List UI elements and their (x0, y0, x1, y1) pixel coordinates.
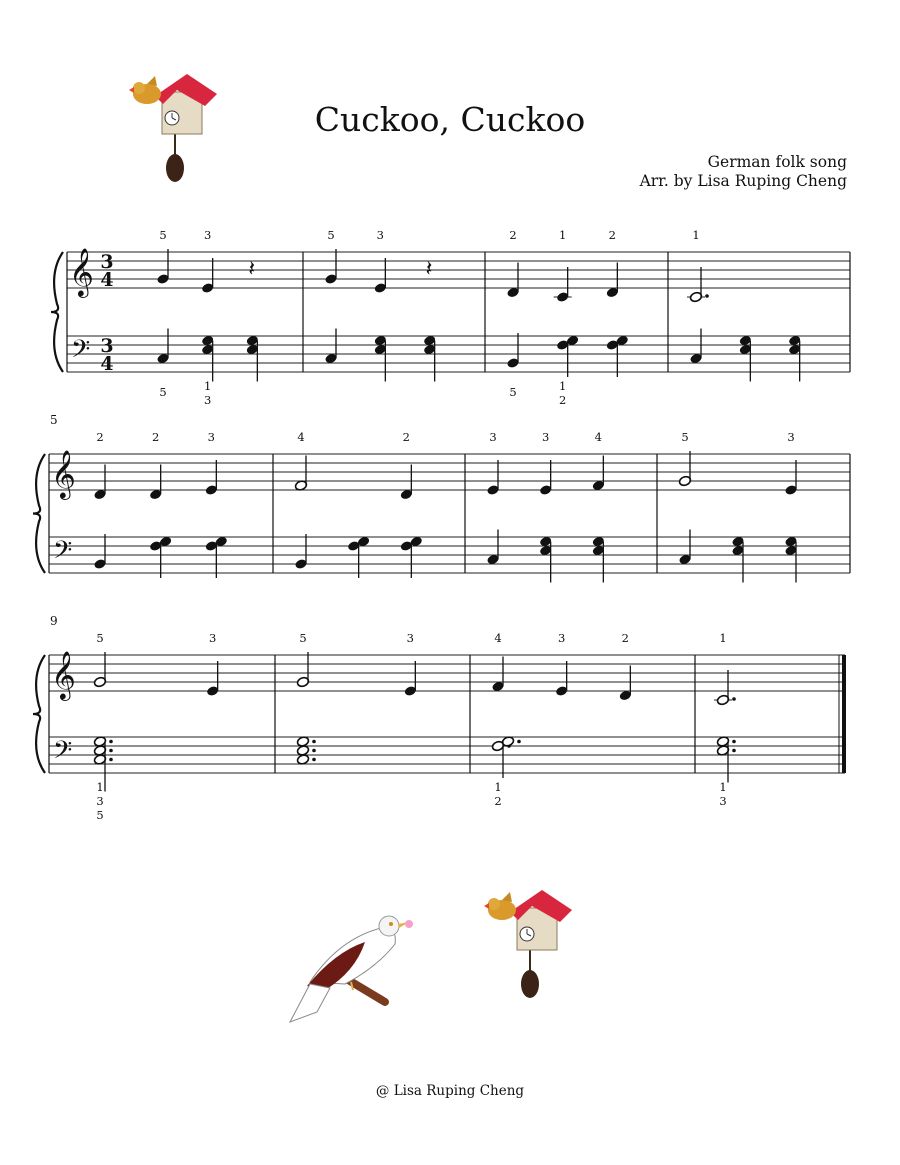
fingering-number: 1 (692, 228, 700, 242)
fingering-number: 5 (509, 385, 517, 399)
dot (517, 740, 521, 744)
fingering-number: 5 (96, 631, 104, 645)
fingering-number: 1 (204, 379, 212, 393)
fingering-number: 2 (621, 631, 629, 645)
treble-clef: 𝄞 (69, 247, 94, 296)
dot (705, 294, 709, 298)
quarter-rest: 𝄽 (425, 257, 433, 282)
fingering-number: 2 (494, 794, 502, 808)
treble-clef: 𝄞 (51, 449, 76, 498)
dot (732, 697, 736, 701)
final-barline (842, 655, 846, 773)
dot (109, 758, 113, 762)
fingering-number: 3 (204, 228, 212, 242)
fingering-number: 1 (494, 780, 502, 794)
measure-number: 5 (50, 413, 58, 427)
fingering-number: 3 (542, 430, 550, 444)
dot (312, 758, 316, 762)
dot (732, 749, 736, 753)
fingering-number: 5 (159, 385, 167, 399)
dot (312, 740, 316, 744)
bass-clef: 𝄢 (53, 736, 73, 771)
measure-number: 9 (50, 614, 58, 628)
cuckoo-clock-illustration-top (129, 74, 217, 182)
dot (312, 749, 316, 753)
fingering-number: 4 (494, 631, 502, 645)
fingering-number: 3 (96, 794, 104, 808)
fingering-number: 2 (559, 393, 567, 407)
fingering-number: 3 (787, 430, 795, 444)
fingering-number: 1 (719, 780, 727, 794)
fingering-number: 1 (96, 780, 104, 794)
fingering-number: 5 (681, 430, 689, 444)
fingering-number: 3 (719, 794, 727, 808)
time-signature-beats: 3 (100, 335, 114, 357)
fingering-number: 3 (207, 430, 215, 444)
fingering-number: 3 (558, 631, 566, 645)
notation-layer (33, 228, 850, 822)
time-signature-unit: 4 (100, 269, 114, 291)
fingering-number: 2 (509, 228, 517, 242)
time-signature-beats: 3 (100, 251, 114, 273)
cuckoo-clock-illustration-bottom (484, 890, 572, 998)
fingering-number: 2 (402, 430, 410, 444)
score-title: Cuckoo, Cuckoo (314, 100, 586, 139)
fingering-number: 5 (299, 631, 307, 645)
fingering-number: 1 (719, 631, 727, 645)
fingering-number: 2 (152, 430, 160, 444)
fingering-number: 3 (489, 430, 497, 444)
fingering-number: 2 (608, 228, 616, 242)
fingering-number: 5 (159, 228, 167, 242)
dot (732, 740, 736, 744)
composer-credit: German folk song (707, 153, 847, 171)
arranger-credit: Arr. by Lisa Ruping Cheng (639, 172, 847, 190)
treble-clef: 𝄞 (51, 650, 76, 699)
fingering-number: 5 (96, 808, 104, 822)
copyright-footer: @ Lisa Ruping Cheng (375, 1083, 525, 1099)
fingering-number: 1 (559, 228, 567, 242)
fingering-number: 4 (594, 430, 602, 444)
grand-staff-brace (33, 655, 45, 773)
fingering-number: 2 (96, 430, 104, 444)
fingering-number: 3 (376, 228, 384, 242)
grand-staff-brace (51, 252, 63, 372)
fingering-number: 3 (204, 393, 212, 407)
dot (109, 740, 113, 744)
quarter-rest: 𝄽 (248, 257, 256, 282)
dot (109, 749, 113, 753)
bass-clef: 𝄢 (53, 536, 73, 571)
time-signature-unit: 4 (100, 353, 114, 375)
fingering-number: 3 (209, 631, 217, 645)
bass-clef: 𝄢 (71, 335, 91, 370)
fingering-number: 1 (559, 379, 567, 393)
fingering-number: 3 (406, 631, 414, 645)
fingering-number: 5 (327, 228, 335, 242)
fingering-number: 4 (297, 430, 305, 444)
grand-staff-brace (33, 454, 45, 573)
bird-illustration (290, 916, 413, 1022)
